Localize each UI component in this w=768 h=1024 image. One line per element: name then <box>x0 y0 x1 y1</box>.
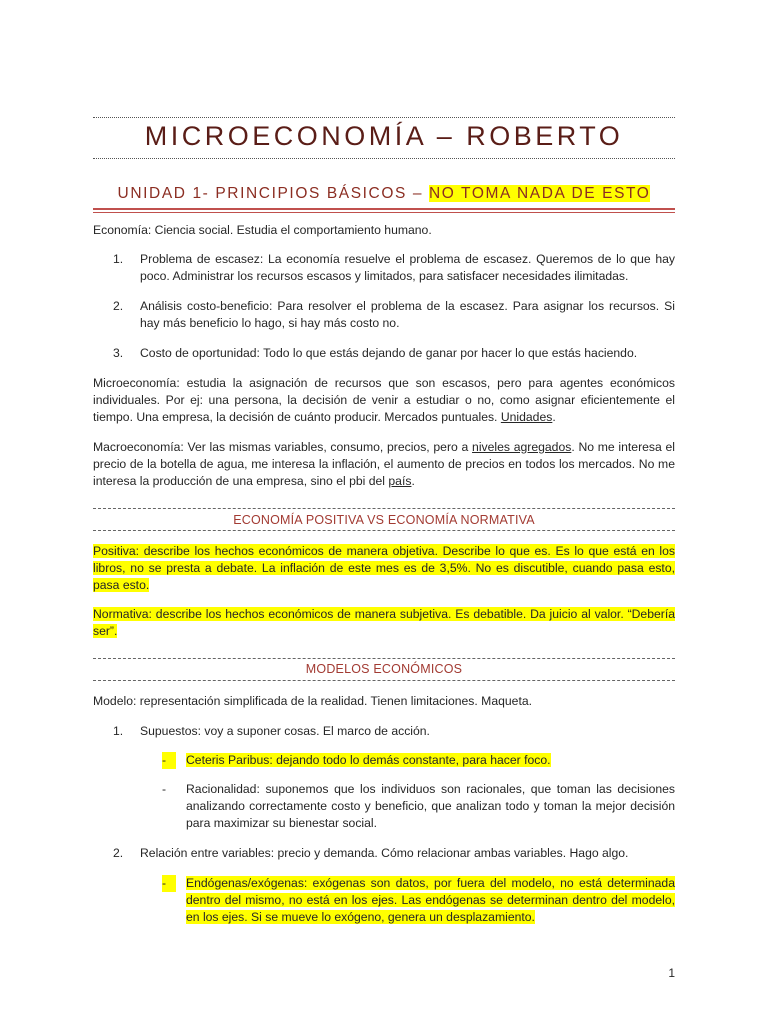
list-text: Relación entre variables: precio y demanda. Cómo relacionar ambas variables. Hago algo. <box>140 846 629 860</box>
unit-heading-text: UNIDAD 1- PRINCIPIOS BÁSICOS – <box>117 185 429 202</box>
list-text: Supuestos: voy a suponer cosas. El marco de acción. <box>140 724 430 738</box>
economia-definition: Economía: Ciencia social. Estudia el comportamiento humano. <box>93 223 432 237</box>
section-rule-top <box>93 508 675 509</box>
unit-heading-rule <box>93 208 675 210</box>
sub-item-dash: - <box>162 875 176 892</box>
section-heading-positiva: ECONOMÍA POSITIVA VS ECONOMÍA NORMATIVA <box>233 513 535 527</box>
normativa-text: Normativa: describe los hechos económicos de manera subjetiva. Es debatible. Da juicio al valor. “Debería ser”. <box>93 607 675 638</box>
sub-item-text <box>186 752 675 769</box>
list-number: 3. <box>113 346 124 360</box>
unit-heading-rule-thin <box>93 212 675 213</box>
macro-underlined-2: país <box>388 474 412 488</box>
microeconomia-paragraph <box>93 375 675 426</box>
section-rule-bottom <box>93 680 675 681</box>
list-number: 1. <box>113 724 124 738</box>
macro-underlined-1: niveles agregados <box>472 440 572 454</box>
document-title: MICROECONOMÍA – ROBERTO <box>144 121 624 151</box>
normativa-paragraph <box>93 606 675 640</box>
section-heading-modelos: MODELOS ECONÓMICOS <box>305 662 463 676</box>
micro-text: Microeconomía: estudia la asignación de recursos que son escasos, pero para agentes económicos individuales. Por ej: una persona, la decisión de venir a estudiar o no, como asignar eficientemente el tiempo. Una empresa, la decisión de cuánto producir. Mercados puntuales. <box>93 376 675 424</box>
document-page <box>93 0 675 1024</box>
sub-item-dash: - <box>162 752 176 769</box>
sub-item-text-highlight: Endógenas/exógenas: exógenas son datos, por fuera del modelo, no está determinada dentro del mismo, no está en los ejes. Las endógenas se determinan dentro del modelo, en los ejes. Si se mueve lo exógeno, genera un desplazamiento. <box>186 876 675 924</box>
unit-heading-highlight: NO TOMA NADA DE ESTO <box>428 185 651 202</box>
section-rule-top <box>93 658 675 659</box>
modelo-definition: Modelo: representación simplificada de la realidad. Tienen limitaciones. Maqueta. <box>93 694 532 708</box>
section-rule-bottom <box>93 530 675 531</box>
unit-heading <box>93 184 675 204</box>
micro-end: . <box>552 410 556 424</box>
list-text: Problema de escasez: La economía resuelve el problema de escasez. Queremos de lo que hay poco. Administrar los recursos escasos y limitados, para satisfacer necesidades ilimitadas. <box>140 252 675 283</box>
list-text: Costo de oportunidad: Todo lo que estás dejando de ganar por hacer lo que estás haciendo. <box>140 346 638 360</box>
micro-underlined: Unidades <box>500 410 553 424</box>
sub-item-text: Racionalidad: suponemos que los individuos son racionales, que toman las decisiones analizando correctamente costo y beneficio, que analizan todo y toman la mejor decisión para maximizar su bienestar social. <box>186 782 675 830</box>
list-number: 1. <box>113 252 124 266</box>
list-text: Análisis costo-beneficio: Para resolver el problema de la escasez. Para asignar los recursos. Si hay más beneficio lo hago, si hay más costo no. <box>140 299 675 330</box>
sub-item-text-highlight: Ceteris Paribus: dejando todo lo demás constante, para hacer foco. <box>186 753 551 767</box>
macroeconomia-paragraph <box>93 439 675 490</box>
positiva-paragraph <box>93 543 675 594</box>
macro-end: . <box>411 474 415 488</box>
sub-item-text <box>186 875 675 926</box>
page-number: 1 <box>668 966 675 980</box>
sub-item-dash: - <box>162 782 167 796</box>
macro-text-2: . No me interesa el precio de la botella de agua, me interesa la inflación, el aumento de precios en todos los mercados. No me interesa la producción de una empresa, sino el pbi del <box>93 440 675 488</box>
title-bottom-rule <box>93 158 675 159</box>
macro-text-1: Macroeconomía: Ver las mismas variables, consumo, precios, pero a <box>93 440 473 454</box>
title-top-rule <box>93 117 675 118</box>
list-number: 2. <box>113 299 124 313</box>
positiva-text: Positiva: describe los hechos económicos de manera objetiva. Describe lo que es. Es lo que está en los libros, no se presta a debate. La inflación de este mes es de 3,5%. No es discutible, cuando pasa esto, pasa esto. <box>93 544 675 592</box>
list-number: 2. <box>113 846 124 860</box>
